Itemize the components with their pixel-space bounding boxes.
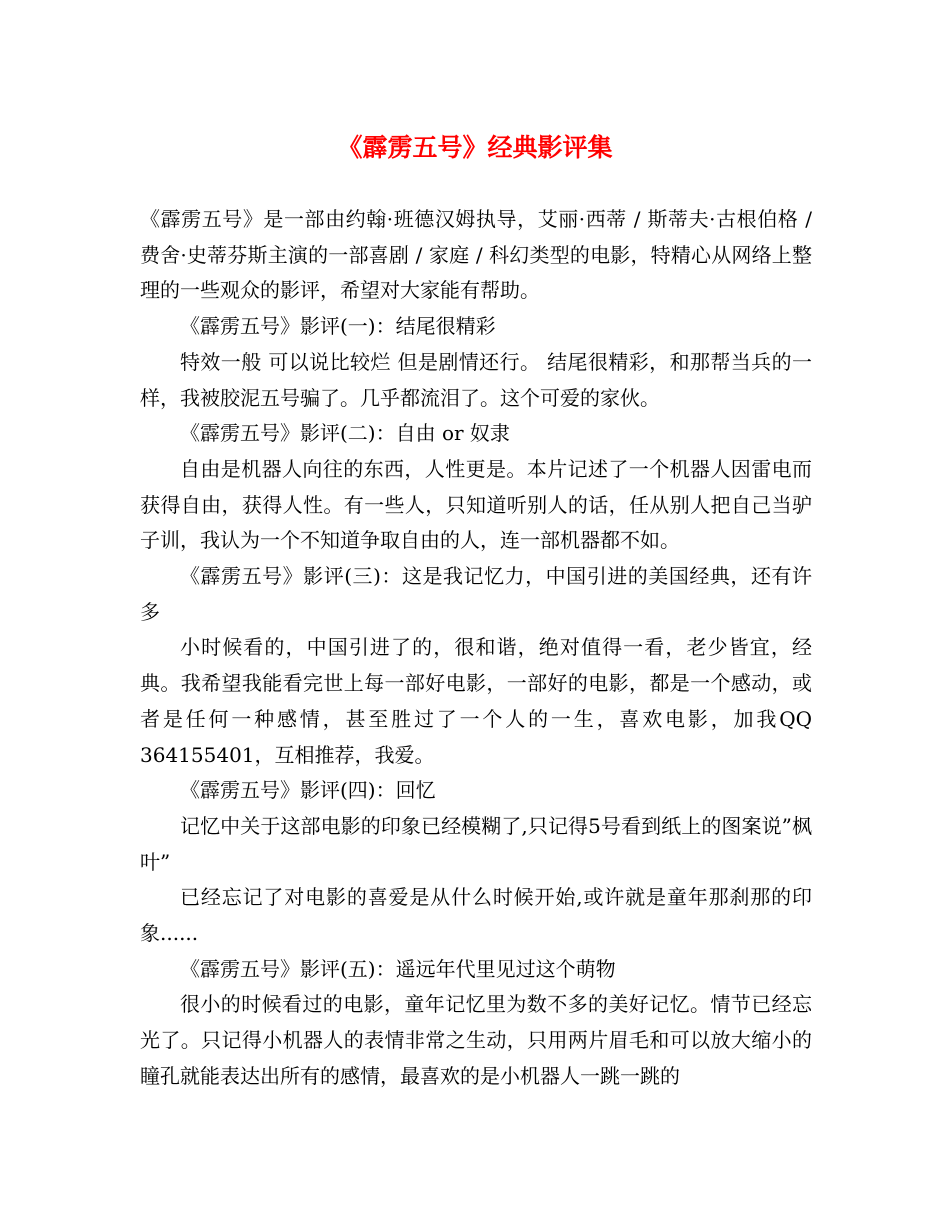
paragraph: 自由是机器人向往的东西，人性更是。本片记述了一个机器人因雷电而获得自由，获得人性。有一些人，只知道听别人的话，任从别人把自己当驴子训，我认为一个不知道争取自由的人，连一部机器都不如。 [140, 456, 812, 553]
paragraph: 《霹雳五号》影评(五)：遥远年代里见过这个萌物 [180, 956, 616, 981]
paragraph: 已经忘记了对电影的喜爱是从什么时候开始,或许就是童年那刹那的印象...... [140, 885, 812, 946]
paragraph: 小时候看的，中国引进了的，很和谐，绝对值得一看，老少皆宜，经典。我希望我能看完世上每一部好电影，一部好的电影，都是一个感动，或者是任何一种感情，甚至胜过了一个人的一生，喜欢电影，加我QQ 364155401，互相推荐，我爱。 [140, 635, 812, 767]
document-title: 《霹雳五号》经典影评集 [337, 133, 613, 162]
document-body [140, 202, 812, 1095]
paragraph: 《霹雳五号》影评(四)：回忆 [180, 778, 436, 803]
paragraph: 记忆中关于这部电影的印象已经模糊了,只记得5号看到纸上的图案说”枫叶” [140, 813, 812, 874]
paragraph: 《霹雳五号》影评(一)：结尾很精彩 [180, 314, 496, 339]
paragraph: 《霹雳五号》影评(二)：自由 or 奴隶 [180, 421, 510, 446]
paragraph: 《霹雳五号》影评(三)：这是我记忆力，中国引进的美国经典，还有许多 [140, 564, 812, 624]
paragraph: 很小的时候看过的电影，童年记忆里为数不多的美好记忆。情节已经忘光了。只记得小机器人的表情非常之生动，只用两片眉毛和可以放大缩小的瞳孔就能表达出所有的感情，最喜欢的是小机器人一跳一跳的 [140, 992, 812, 1088]
paragraph: 《霹雳五号》是一部由约翰·班德汉姆执导，艾丽·西蒂 / 斯蒂夫·古根伯格 / 费舍·史蒂芬斯主演的一部喜剧 / 家庭 / 科幻类型的电影，特精心从网络上整理的一些观众的影评，希望对大家能有帮助。 [140, 207, 812, 303]
paragraph: 特效一般 可以说比较烂 但是剧情还行。 结尾很精彩，和那帮当兵的一样，我被胶泥五号骗了。几乎都流泪了。这个可爱的家伙。 [140, 349, 812, 410]
